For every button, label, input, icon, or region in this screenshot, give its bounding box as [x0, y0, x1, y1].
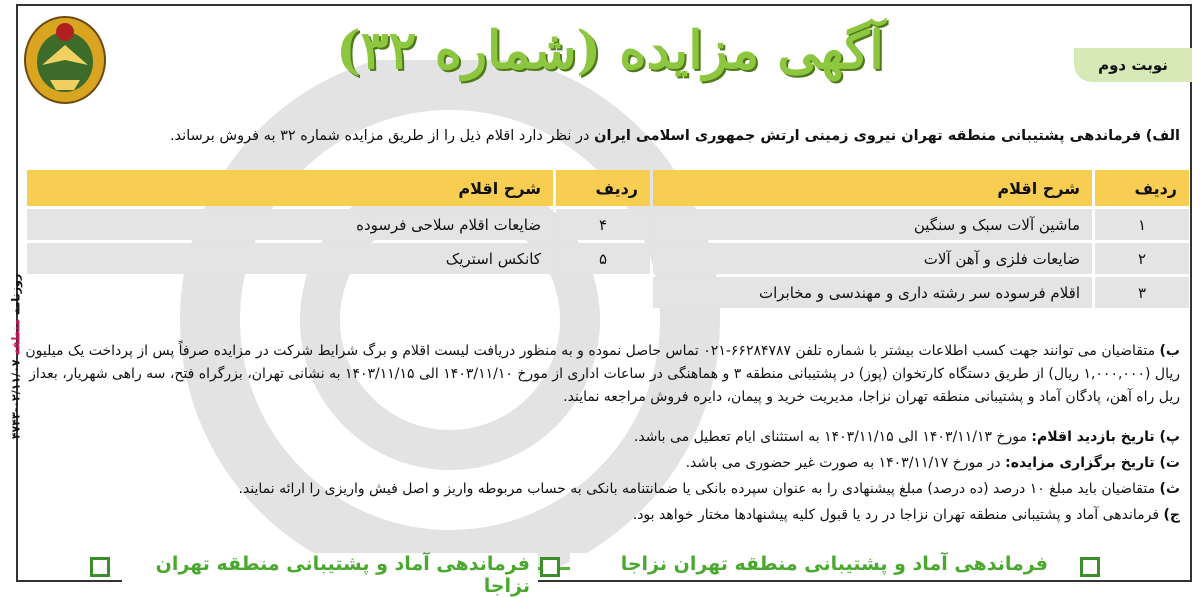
footer-square-icon [540, 557, 560, 577]
row-description: ضایعات اقلام سلاحی فرسوده [27, 209, 553, 240]
header-row-number-2: ردیف [556, 170, 650, 206]
row-number: ۵ [556, 243, 650, 274]
table-header [27, 170, 1189, 206]
side-code: ۰۲/۱۱/۰۷-۴۷۴۳ [9, 359, 23, 440]
intro-org: فرماندهی پشتیبانی منطقه تهران نیروی زمینی ارتش جمهوری اسلامی ایران [594, 128, 1142, 144]
row-description: اقلام فرسوده سر رشته داری و مهندسی و مخابرات [653, 277, 1092, 308]
empty-cell [556, 277, 650, 308]
intro-paragraph [30, 128, 1180, 144]
paragraph-t-label: ت) تاریخ برگزاری مزایده: [1005, 455, 1180, 471]
side-publisher: روزنامه [9, 273, 23, 316]
paragraph-p [24, 426, 1180, 449]
row-number: ۳ [1095, 277, 1189, 308]
footer-label: فرماندهی آماد و پشتیبانی منطقه تهران نزاجا [570, 553, 1056, 575]
footer-label-2: فرماندهی آماد و پشتیبانی منطقه تهران نزاجا [122, 553, 538, 597]
page-title: آگهی مزایده (شماره ۳۲) [336, 20, 884, 81]
paragraph-b [24, 340, 1180, 409]
intro-prefix: الف) [1145, 128, 1180, 144]
row-number: ۴ [556, 209, 650, 240]
table-row [27, 277, 1189, 308]
footer-square-icon [90, 557, 110, 577]
header-row-number: ردیف [1095, 170, 1189, 206]
row-description: ضایعات فلزی و آهن آلات [653, 243, 1092, 274]
paragraph-t [24, 452, 1180, 475]
table-row [27, 243, 1189, 274]
side-highlight: منطقه [9, 318, 23, 356]
items-table [24, 167, 1192, 311]
footer-banner [90, 553, 1100, 597]
intro-rest: در نظر دارد اقلام ذیل را از طریق مزایده شماره ۳۲ به فروش برساند. [169, 128, 595, 144]
paragraph-j [24, 504, 1180, 527]
header-description: شرح اقلام [653, 170, 1092, 206]
empty-cell [27, 277, 553, 308]
paragraph-p-text: مورخ ۱۴۰۳/۱۱/۱۳ الی ۱۴۰۳/۱۱/۱۵ به استثنای ایام تعطیل می باشد. [633, 429, 1032, 445]
round-tag: نوبت دوم [1074, 48, 1192, 82]
side-publication-note [0, 240, 23, 480]
footer-square-icon [1080, 557, 1100, 577]
paragraph-b-label: ب) [1159, 343, 1180, 359]
paragraph-j-text: فرماندهی آماد و پشتیبانی منطقه تهران نزاجا در رد یا قبول کلیه پیشنهادها مختار خواهد بود. [632, 507, 1164, 523]
paragraph-th [24, 478, 1180, 501]
paragraph-b-text: متقاضیان می توانند جهت کسب اطلاعات بیشتر با شماره تلفن ۶۶۲۸۴۷۸۷-۰۲۱ تماس حاصل نموده و به منظور دریافت لیست اقلام و برگ شرایط شرکت در مزایده صرفاً پس از پرداخت یک میلیون ریال (۱,۰۰۰,۰۰۰ ریال) از طریق دستگاه کارتخوان (پوز) در پشتیبانی منطقه ۳ و هماهنگی در ساعات اداری از مورخ ۱۴۰۳/۱۱/۱۰ الی ۱۴۰۳/۱۱/۱۵ به نشانی تهران، بزرگراه فتح، سه راهی شهریار، بعداز ریل راه آهن، پادگان آماد و پشتیبانی منطقه تهران نزاجا، مدیریت خرید و پیمان، دایره فروش مراجعه نمایند. [25, 343, 1180, 405]
row-number: ۱ [1095, 209, 1189, 240]
header-description-2: شرح اقلام [27, 170, 553, 206]
row-description: کانکس استریک [27, 243, 553, 274]
army-emblem-icon [22, 10, 108, 106]
paragraph-th-text: متقاضیان باید مبلغ ۱۰ درصد (ده درصد) مبلغ پیشنهادی را به عنوان سپرده بانکی یا ضمانتنامه بانکی به حساب مربوطه واریز و اصل فیش واریزی را ارائه نمایند. [238, 481, 1160, 497]
paragraph-t-text: در مورخ ۱۴۰۳/۱۱/۱۷ به صورت غیر حضوری می باشد. [685, 455, 1006, 471]
row-description: ماشین آلات سبک و سنگین [653, 209, 1092, 240]
table-row [27, 209, 1189, 240]
paragraph-th-label: ث) [1159, 481, 1180, 497]
paragraph-j-label: ج) [1163, 507, 1180, 523]
paragraph-p-label: پ) تاریخ بازدید اقلام: [1031, 429, 1180, 445]
row-number: ۲ [1095, 243, 1189, 274]
